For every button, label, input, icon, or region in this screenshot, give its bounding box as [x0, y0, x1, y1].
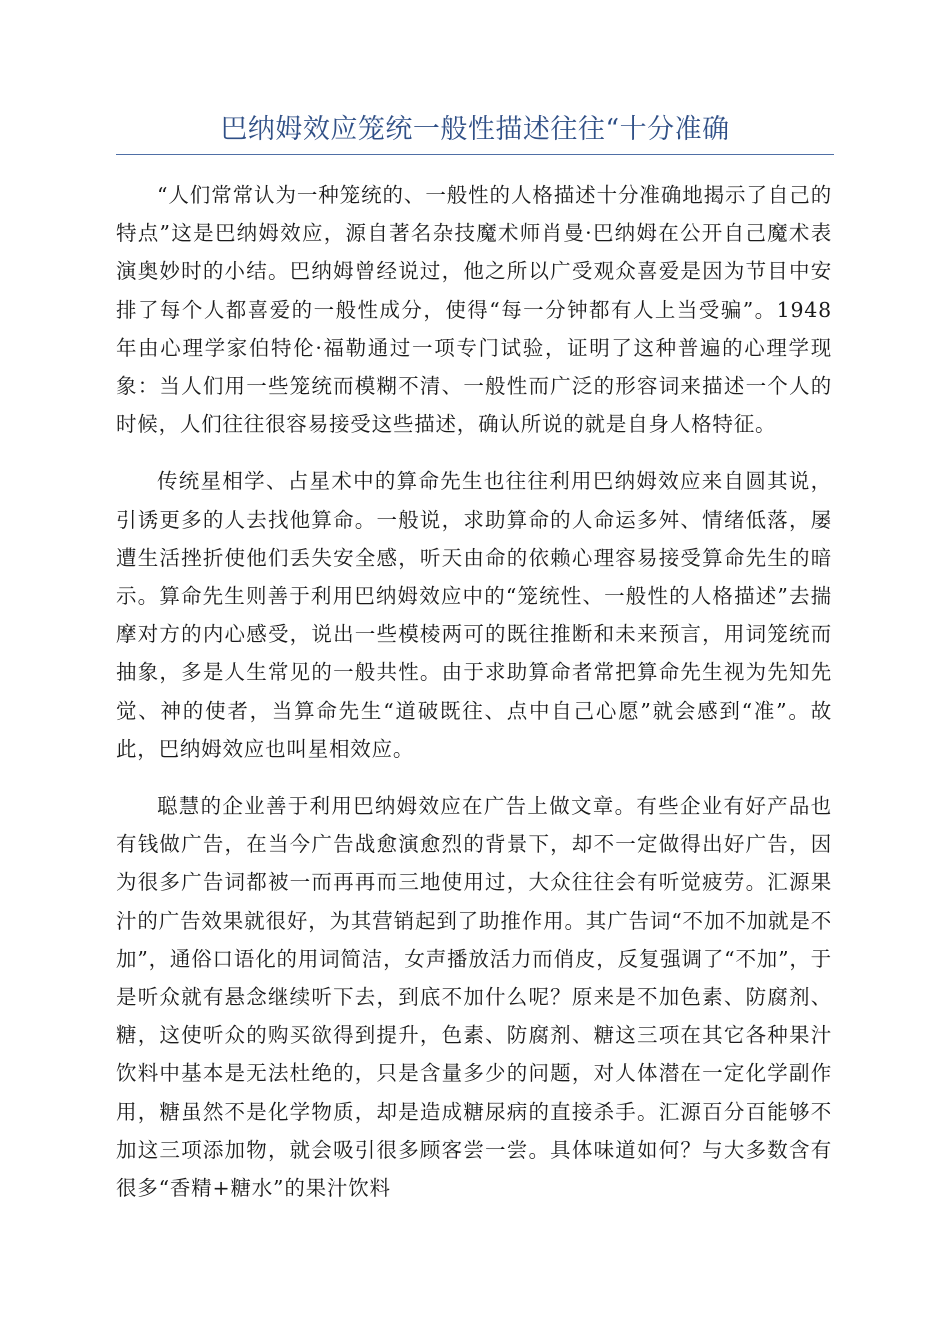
title-underline-divider [116, 154, 834, 155]
paragraph-barnum-definition: “人们常常认为一种笼统的、一般性的人格描述十分准确地揭示了自己的特点”这是巴纳姆效应，源自著名杂技魔术师肖曼·巴纳姆在公开自己魔术表演奥妙时的小结。巴纳姆曾经说过，他之所以广受观众喜爱是因为节目中安排了每个人都喜爱的一般性成分，使得“每一分钟都有人上当受骗”。1948年由心理学家伯特伦·福勒通过一项专门试验，证明了这种普遍的心理学现象：当人们用一些笼统而模糊不清、一般性而广泛的形容词来描述一个人的时候，人们往往很容易接受这些描述，确认所说的就是自身人格特征。 [116, 183, 832, 437]
paragraph-astrology: 传统星相学、占星术中的算命先生也往往利用巴纳姆效应来自圆其说，引诱更多的人去找他算命。一般说，求助算命的人命运多舛、情绪低落，屡遭生活挫折使他们丢失安全感，听天由命的依赖心理容易接受算命先生的暗示。算命先生则善于利用巴纳姆效应中的“笼统性、一般性的人格描述”去揣摩对方的内心感受，说出一些模棱两可的既往推断和未来预言，用词笼统而抽象，多是人生常见的一般共性。由于求助算命者常把算命先生视为先知先觉、神的使者，当算命先生“道破既往、点中自己心愿”就会感到“准”。故此，巴纳姆效应也叫星相效应。 [116, 469, 832, 761]
paragraph-advertising: 聪慧的企业善于利用巴纳姆效应在广告上做文章。有些企业有好产品也有钱做广告，在当今广告战愈演愈烈的背景下，却不一定做得出好广告，因为很多广告词都被一而再再而三地使用过，大众往往会有听觉疲劳。汇源果汁的广告效果就很好，为其营销起到了助推作用。其广告词“不加不加就是不加”，通俗口语化的用词简洁，女声播放活力而俏皮，反复强调了“不加”，于是听众就有悬念继续听下去，到底不加什么呢？原来是不加色素、防腐剂、糖，这使听众的购买欲得到提升，色素、防腐剂、糖这三项在其它各种果汁饮料中基本是无法杜绝的，只是含量多少的问题，对人体潜在一定化学副作用，糖虽然不是化学物质，却是造成糖尿病的直接杀手。汇源百分百能够不加这三项添加物，就会吸引很多顾客尝一尝。具体味道如何？与大多数含有很多“香精+糖水”的果汁饮料 [116, 794, 832, 1201]
document-body [116, 176, 832, 1226]
document-title: 巴纳姆效应笼统一般性描述往往“十分准确 [220, 114, 730, 145]
